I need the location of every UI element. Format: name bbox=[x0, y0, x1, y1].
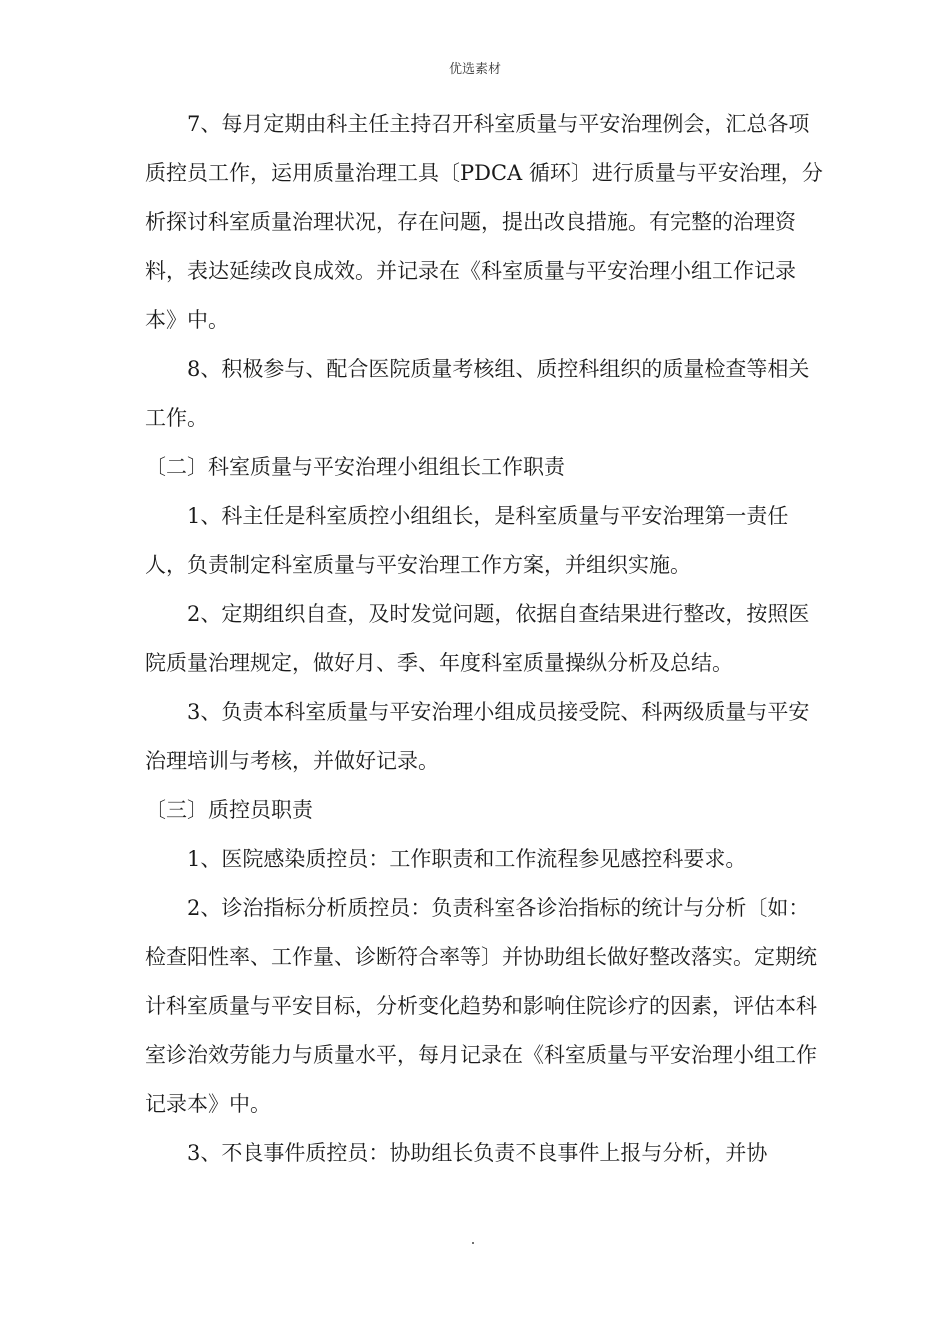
page-header: 优选素材 bbox=[448, 62, 501, 77]
section-heading-2: 〔二〕科室质量与平安治理小组组长工作职责 bbox=[145, 455, 565, 479]
paragraph-qc-1: 1、医院感染质控员：工作职责和工作流程参见感控科要求。 bbox=[187, 847, 747, 871]
footer-dot bbox=[472, 1242, 474, 1244]
paragraph-leader-3: 3、负责本科室质量与平安治理小组成员接受院、科两级质量与平安治理培训与考核，并做好记录。 bbox=[145, 700, 810, 773]
paragraph-8: 8、积极参与、配合医院质量考核组、质控科组织的质量检查等相关工作。 bbox=[145, 357, 810, 430]
section-heading-3: 〔三〕质控员职责 bbox=[145, 798, 313, 822]
paragraph-qc-2: 2、诊治指标分析质控员：负责科室各诊治指标的统计与分析〔如：检查阳性率、工作量、诊断符合率等〕并协助组长做好整改落实。定期统计科室质量与平安目标，分析变化趋势和影响住院诊疗的因素，评估本科室诊治效劳能力与质量水平，每月记录在《科室质量与平安治理小组工作记录本》中。 bbox=[145, 896, 817, 1116]
paragraph-7: 7、每月定期由科主任主持召开科室质量与平安治理例会，汇总各项质控员工作，运用质量治理工具〔PDCA 循环〕进行质量与平安治理，分析探讨科室质量治理状况，存在问题，提出改良措施。有完整的治理资料，表达延续改良成效。并记录在《科室质量与平安治理小组工作记录本》中。 bbox=[145, 112, 823, 332]
document-body bbox=[145, 100, 825, 1178]
paragraph-leader-2: 2、定期组织自查，及时发觉问题，依据自查结果进行整改，按照医院质量治理规定，做好月、季、年度科室质量操纵分析及总结。 bbox=[145, 602, 810, 675]
paragraph-leader-1: 1、科主任是科室质控小组组长，是科室质量与平安治理第一责任人，负责制定科室质量与平安治理工作方案，并组织实施。 bbox=[145, 504, 789, 577]
paragraph-qc-3: 3、不良事件质控员：协助组长负责不良事件上报与分析，并协 bbox=[187, 1141, 768, 1165]
